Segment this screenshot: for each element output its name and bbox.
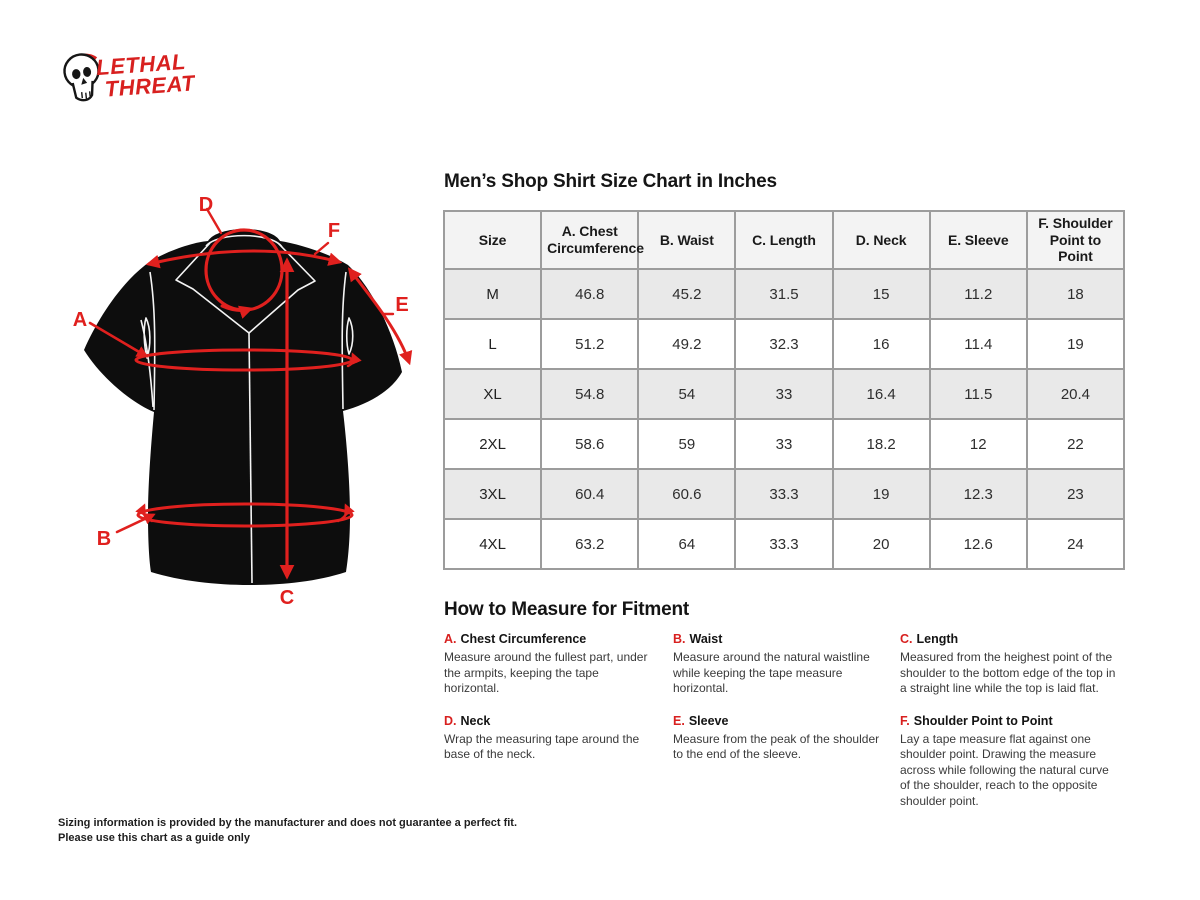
cell-value: 45.2: [638, 269, 735, 319]
cell-value: 46.8: [541, 269, 638, 319]
leader-line-b: [117, 515, 153, 532]
cell-value: 63.2: [541, 519, 638, 569]
measure-item-waist: [673, 632, 900, 697]
disclaimer-line2: Please use this chart as a guide only: [58, 831, 250, 844]
cell-size: M: [444, 269, 541, 319]
measure-letter: B.: [673, 632, 686, 646]
size-chart-table: [443, 210, 1125, 570]
cell-value: 60.4: [541, 469, 638, 519]
measure-description: Lay a tape measure flat against one shoulder point. Drawing the measure across while following the natural curve of the shoulder, reach to the opposite shoulder point.: [900, 731, 1109, 808]
measure-item-sleeve: [673, 714, 900, 810]
label-b: B: [96, 528, 112, 550]
measure-description: Wrap the measuring tape around the base of the neck.: [444, 731, 640, 761]
cell-value: 19: [833, 469, 930, 519]
cell-size: XL: [444, 369, 541, 419]
col-header-shoulder: F. Shoulder Point to Point: [1027, 211, 1124, 269]
cell-value: 22: [1027, 419, 1124, 469]
cell-value: 49.2: [638, 319, 735, 369]
measure-letter: A.: [444, 632, 457, 646]
cell-value: 12: [930, 419, 1027, 469]
measure-guide: [444, 599, 1144, 809]
brand-wordmark: [95, 48, 195, 102]
measure-item-neck: [444, 714, 673, 810]
col-header-length: C. Length: [735, 211, 832, 269]
cell-value: 11.2: [930, 269, 1027, 319]
measure-item-title: [444, 714, 657, 728]
measure-name: Chest Circumference: [460, 632, 587, 646]
cell-size: 3XL: [444, 469, 541, 519]
col-header-neck: D. Neck: [833, 211, 930, 269]
table-row: [444, 519, 1124, 569]
measure-item-title: [673, 714, 884, 728]
measure-item-title: [673, 632, 884, 646]
cell-value: 20: [833, 519, 930, 569]
measure-name: Length: [916, 632, 959, 646]
cell-value: 18.2: [833, 419, 930, 469]
cell-size: L: [444, 319, 541, 369]
cell-value: 16.4: [833, 369, 930, 419]
measure-name: Sleeve: [688, 713, 729, 728]
shirt-measurement-diagram: [60, 170, 440, 640]
col-header-waist: B. Waist: [638, 211, 735, 269]
table-row: [444, 319, 1124, 369]
measure-guide-heading: How to Measure for Fitment: [444, 599, 689, 620]
cell-value: 33: [735, 369, 832, 419]
cell-value: 54.8: [541, 369, 638, 419]
measure-letter: F.: [900, 713, 910, 728]
table-row: [444, 269, 1124, 319]
cell-value: 33.3: [735, 469, 832, 519]
cell-value: 15: [833, 269, 930, 319]
cell-value: 54: [638, 369, 735, 419]
measure-item-title: [900, 632, 1118, 646]
cell-value: 31.5: [735, 269, 832, 319]
table-row: [444, 469, 1124, 519]
size-chart-table-header: [444, 211, 1124, 269]
leader-line-f: [315, 243, 328, 254]
measure-description: Measure from the peak of the shoulder to the end of the sleeve.: [673, 731, 880, 761]
sizing-disclaimer: [58, 816, 517, 845]
col-header-size: Size: [444, 211, 541, 269]
cell-value: 51.2: [541, 319, 638, 369]
cell-value: 23: [1027, 469, 1124, 519]
measure-name: Shoulder Point to Point: [913, 713, 1053, 728]
cell-value: 19: [1027, 319, 1124, 369]
measure-item-title: [900, 714, 1118, 728]
measure-guide-grid: [444, 632, 1144, 809]
measure-item-title: [444, 632, 657, 646]
label-e: E: [395, 294, 409, 316]
cell-value: 33.3: [735, 519, 832, 569]
measure-letter: D.: [444, 713, 457, 728]
col-header-chest: A. Chest Circumference: [541, 211, 638, 269]
cell-value: 12.6: [930, 519, 1027, 569]
measure-description: Measured from the heighest point of the shoulder to the bottom edge of the top in a straight line while the top is laid flat.: [900, 650, 1116, 695]
cell-value: 12.3: [930, 469, 1027, 519]
measure-item-shoulder: [900, 714, 1134, 810]
measure-name: Waist: [689, 632, 723, 646]
cell-value: 32.3: [735, 319, 832, 369]
measure-description: Measure around the natural waistline while keeping the tape measure horizontal.: [673, 650, 870, 695]
cell-value: 20.4: [1027, 369, 1124, 419]
brand-logo: [55, 48, 195, 108]
cell-value: 16: [833, 319, 930, 369]
col-header-sleeve: E. Sleeve: [930, 211, 1027, 269]
disclaimer-line1: Sizing information is provided by the manufacturer and does not guarantee a perfect fit.: [58, 817, 518, 829]
cell-value: 59: [638, 419, 735, 469]
table-row: [444, 419, 1124, 469]
cell-value: 33: [735, 419, 832, 469]
cell-value: 24: [1027, 519, 1124, 569]
cell-size: 4XL: [444, 519, 541, 569]
brand-line2: THREAT: [103, 70, 195, 102]
cell-value: 64: [638, 519, 735, 569]
cell-value: 11.5: [930, 369, 1027, 419]
cell-size: 2XL: [444, 419, 541, 469]
measure-item-chest: [444, 632, 673, 697]
size-chart-title: Men’s Shop Shirt Size Chart in Inches: [444, 171, 777, 192]
measure-name: Neck: [460, 713, 491, 728]
measure-letter: E.: [673, 713, 685, 728]
cell-value: 60.6: [638, 469, 735, 519]
measure-description: Measure around the fullest part, under the armpits, keeping the tape horizontal.: [444, 650, 648, 695]
shirt-silhouette: [84, 229, 402, 585]
measure-letter: C.: [900, 632, 913, 646]
brand-line1: LETHAL: [95, 48, 187, 81]
label-d: D: [198, 194, 214, 216]
table-row: [444, 369, 1124, 419]
measure-item-length: [900, 632, 1134, 697]
cell-value: 58.6: [541, 419, 638, 469]
cell-value: 18: [1027, 269, 1124, 319]
label-f: F: [327, 220, 341, 242]
label-c: C: [279, 587, 295, 609]
cell-value: 11.4: [930, 319, 1027, 369]
label-a: A: [72, 309, 88, 331]
